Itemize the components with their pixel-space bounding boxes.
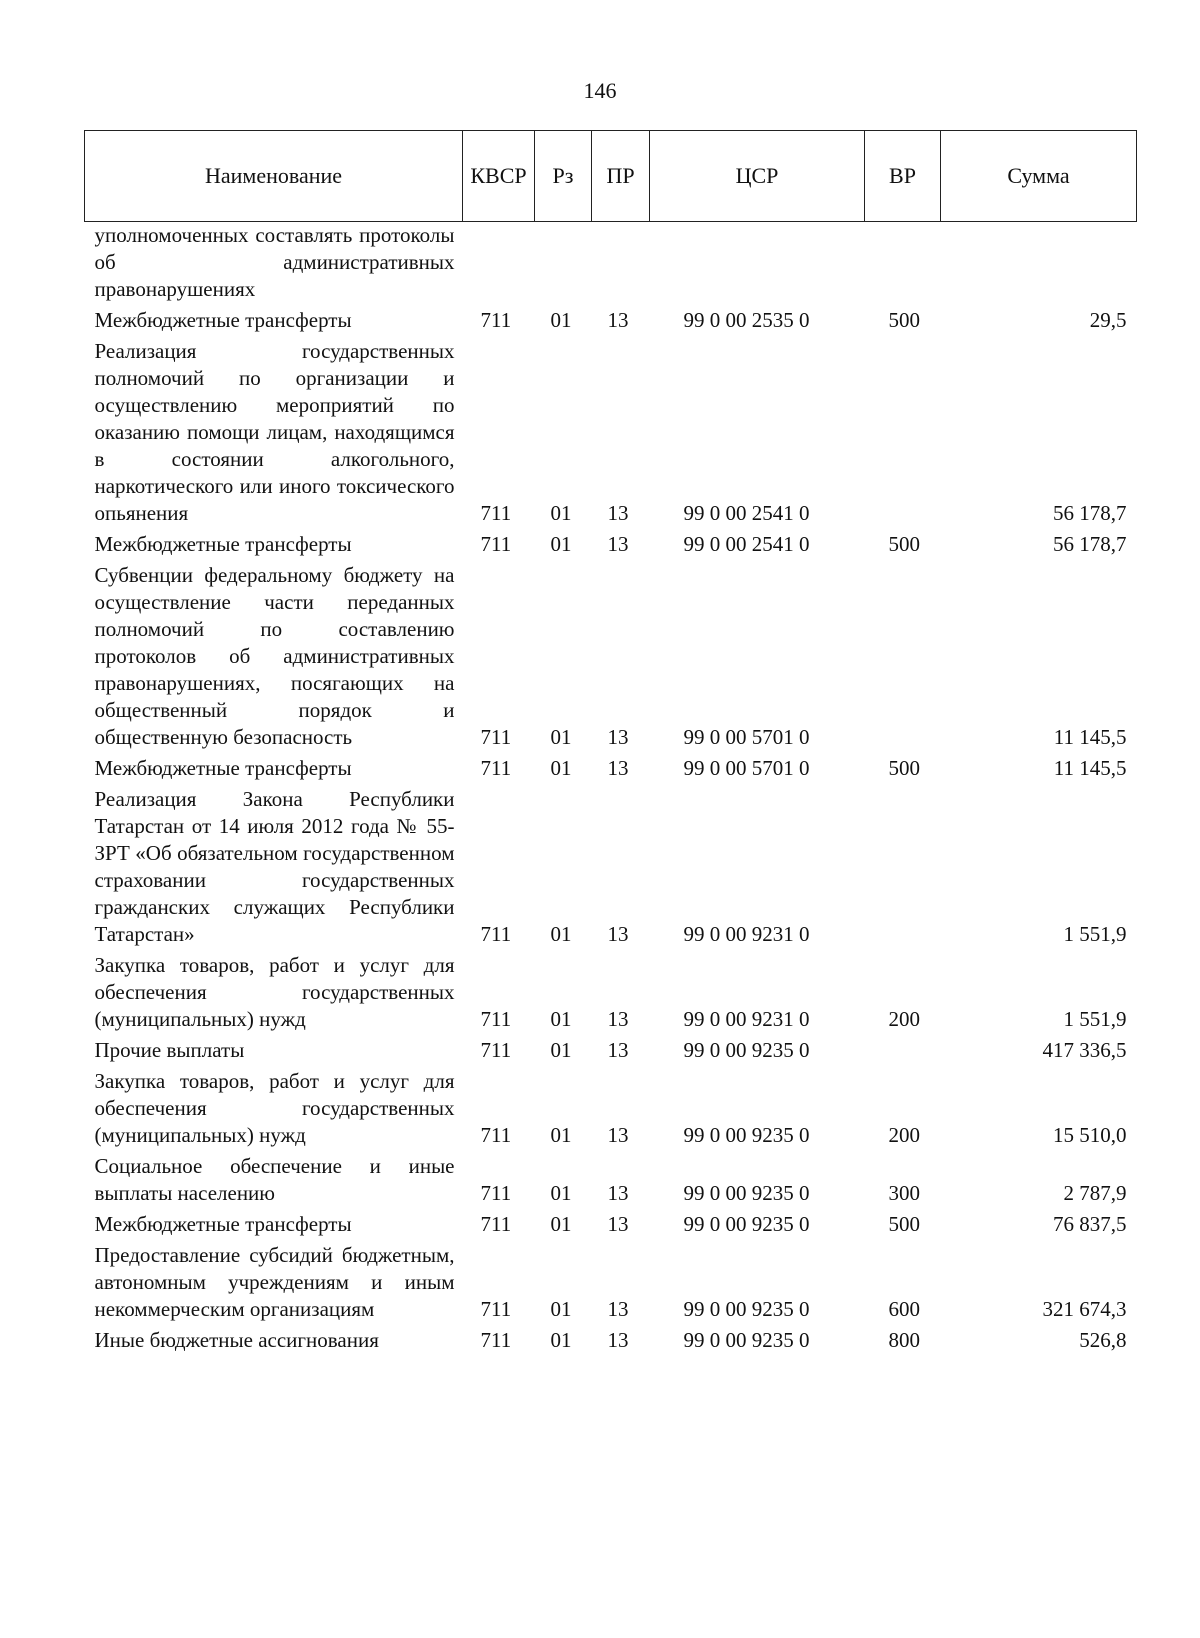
table-body [85,222,1137,1357]
cell-rz: 01 [550,756,572,780]
cell-kvsr: 711 [480,1123,512,1147]
cell-name: Реализация государственных полномочий по организации и осуществлению мероприятий по оказанию помощи лицам, находящимся в состоянии алкогольного, наркотического или иного токсического опьянения [94,339,455,525]
cell-sum: 1 551,9 [1063,922,1127,946]
cell-sum: 29,5 [1089,308,1127,332]
cell-csr: 99 0 00 2541 0 [683,501,810,525]
cell-pr: 13 [607,922,629,946]
cell-sum: 11 145,5 [1053,725,1127,749]
cell-kvsr [463,222,535,306]
cell-vr: 500 [888,308,920,332]
table-row [85,1325,1137,1356]
cell-csr: 99 0 00 5701 0 [683,725,810,749]
table-row [85,336,1137,529]
cell-csr: 99 0 00 9231 0 [683,922,810,946]
cell-pr: 13 [607,756,629,780]
cell-name: Иные бюджетные ассигнования [94,1328,379,1352]
cell-kvsr: 711 [480,725,512,749]
cell-name: Прочие выплаты [94,1038,245,1062]
cell-name: Закупка товаров, работ и услуг для обеспечения государственных (муниципальных) нужд [94,1069,455,1147]
cell-sum: 321 674,3 [1042,1297,1127,1321]
cell-sum: 417 336,5 [1042,1038,1127,1062]
header-pr: ПР [592,131,650,222]
cell-kvsr: 711 [480,501,512,525]
cell-vr: 500 [888,1212,920,1236]
cell-pr: 13 [607,532,629,556]
table-row [85,222,1137,306]
budget-table-container [84,130,1136,1356]
header-csr: ЦСР [650,131,865,222]
cell-rz: 01 [550,501,572,525]
cell-sum: 526,8 [1079,1328,1127,1352]
cell-sum: 11 145,5 [1053,756,1127,780]
cell-vr [865,560,941,753]
cell-sum: 15 510,0 [1053,1123,1127,1147]
cell-pr: 13 [607,1328,629,1352]
cell-csr: 99 0 00 9235 0 [683,1328,810,1352]
cell-vr [865,336,941,529]
cell-csr: 99 0 00 9235 0 [683,1123,810,1147]
table-row [85,1035,1137,1066]
cell-name: Реализация Закона Республики Татарстан от 14 июля 2012 года № 55-ЗРТ «Об обязательном государственном страховании государственных гражданских служащих Республики Татарстан» [94,787,455,946]
cell-csr: 99 0 00 2541 0 [683,532,810,556]
cell-rz: 01 [550,1181,572,1205]
cell-pr: 13 [607,1123,629,1147]
cell-csr: 99 0 00 9235 0 [683,1181,810,1205]
cell-name: Межбюджетные трансферты [94,756,352,780]
cell-name: Предоставление субсидий бюджетным, автономным учреждениям и иным некоммерческим организациям [94,1243,455,1321]
cell-vr: 200 [888,1123,920,1147]
cell-kvsr: 711 [480,1328,512,1352]
cell-csr: 99 0 00 5701 0 [683,756,810,780]
cell-vr: 300 [888,1181,920,1205]
cell-rz: 01 [550,1038,572,1062]
cell-kvsr: 711 [480,1038,512,1062]
cell-vr: 200 [888,1007,920,1031]
table-row [85,1151,1137,1209]
cell-csr: 99 0 00 9235 0 [683,1212,810,1236]
cell-sum: 56 178,7 [1053,532,1127,556]
cell-name: Межбюджетные трансферты [94,1212,352,1236]
cell-sum: 1 551,9 [1063,1007,1127,1031]
header-sum: Сумма [941,131,1137,222]
cell-csr: 99 0 00 9235 0 [683,1038,810,1062]
page-number: 146 [583,78,617,103]
cell-kvsr: 711 [480,308,512,332]
cell-vr [865,222,941,306]
cell-vr [865,784,941,950]
cell-rz: 01 [550,532,572,556]
cell-pr: 13 [607,725,629,749]
cell-sum: 56 178,7 [1053,501,1127,525]
cell-name: Межбюджетные трансферты [94,532,352,556]
cell-pr: 13 [607,1007,629,1031]
cell-kvsr: 711 [480,1007,512,1031]
cell-rz: 01 [550,1297,572,1321]
cell-rz: 01 [550,308,572,332]
cell-pr: 13 [607,1212,629,1236]
table-row [85,950,1137,1035]
cell-kvsr: 711 [480,756,512,780]
table-row [85,529,1137,560]
table-row [85,1209,1137,1240]
table-row [85,784,1137,950]
cell-kvsr: 711 [480,532,512,556]
cell-name: уполномоченных составлять протоколы об административных правонарушениях [94,223,455,301]
cell-rz [535,222,592,306]
cell-name: Закупка товаров, работ и услуг для обеспечения государственных (муниципальных) нужд [94,953,455,1031]
cell-rz: 01 [550,922,572,946]
cell-name: Субвенции федеральному бюджету на осуществление части переданных полномочий по составлению протоколов об административных правонарушениях, посягающих на общественный порядок и общественную безопасность [94,563,455,749]
cell-rz: 01 [550,725,572,749]
cell-csr: 99 0 00 9231 0 [683,1007,810,1031]
cell-pr [592,222,650,306]
cell-name: Межбюджетные трансферты [94,308,352,332]
cell-vr: 600 [888,1297,920,1321]
header-rz: Рз [535,131,592,222]
header-vr: ВР [865,131,941,222]
cell-vr: 500 [888,756,920,780]
cell-kvsr: 711 [480,1297,512,1321]
cell-kvsr: 711 [480,1212,512,1236]
cell-rz: 01 [550,1123,572,1147]
cell-vr: 800 [888,1328,920,1352]
table-row [85,560,1137,753]
header-kvsr: КВСР [463,131,535,222]
cell-pr: 13 [607,1038,629,1062]
budget-table [84,130,1137,1356]
cell-rz: 01 [550,1328,572,1352]
cell-sum: 2 787,9 [1063,1181,1127,1205]
cell-pr: 13 [607,1181,629,1205]
table-row [85,753,1137,784]
table-header [85,131,1137,222]
cell-pr: 13 [607,308,629,332]
cell-csr [650,222,865,306]
cell-kvsr: 711 [480,922,512,946]
cell-pr: 13 [607,1297,629,1321]
cell-pr: 13 [607,501,629,525]
table-row [85,1240,1137,1325]
cell-vr [865,1035,941,1066]
header-name: Наименование [85,131,463,222]
cell-sum: 76 837,5 [1053,1212,1127,1236]
cell-csr: 99 0 00 2535 0 [683,308,810,332]
cell-kvsr: 711 [480,1181,512,1205]
table-row [85,305,1137,336]
cell-sum [941,222,1137,306]
cell-vr: 500 [888,532,920,556]
cell-rz: 01 [550,1007,572,1031]
cell-rz: 01 [550,1212,572,1236]
table-row [85,1066,1137,1151]
cell-name: Социальное обеспечение и иные выплаты населению [94,1154,455,1205]
cell-csr: 99 0 00 9235 0 [683,1297,810,1321]
